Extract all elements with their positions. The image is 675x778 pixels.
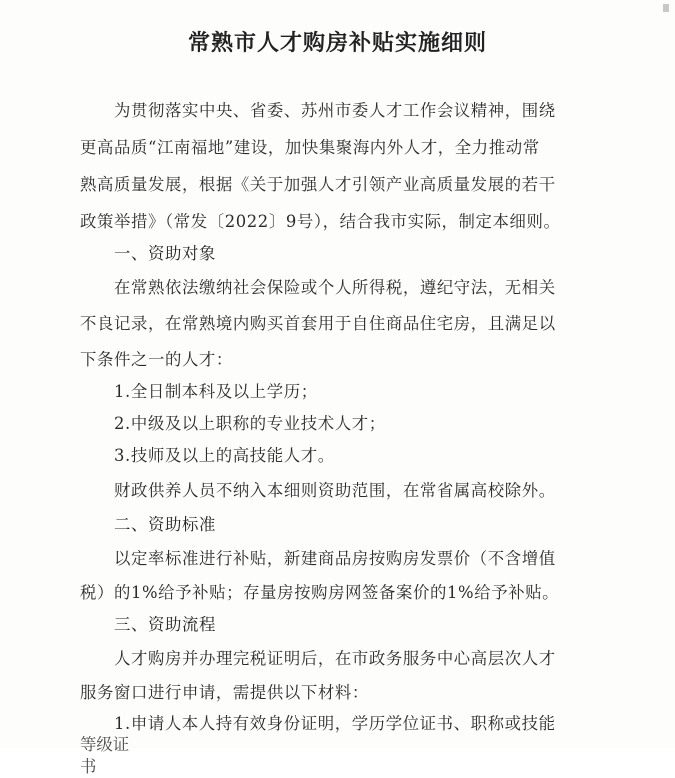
scan-corner-mark <box>663 4 669 12</box>
paragraph-line: 更高品质“江南福地”建设，加快集聚海内外人才，全力推动常 <box>80 138 540 157</box>
paragraph-line: 服务窗口进行申请，需提供以下材料： <box>80 683 369 702</box>
list-item: 1.全日制本科及以上学历； <box>114 382 318 401</box>
paragraph-line: 在常熟依法缴纳社会保险或个人所得税，遵纪守法，无相关 <box>114 278 556 297</box>
paragraph-line: 人才购房并办理完税证明后，在市政务服务中心高层次人才 <box>114 649 556 668</box>
paragraph-line: 熟高质量发展，根据《关于加强人才引领产业高质量发展的若干 <box>80 175 556 194</box>
paragraph-line: 税）的1%给予补贴；存量房按购房网签备案价的1%给予补贴。 <box>80 583 560 602</box>
cut-off-line: 等级证书 <box>80 735 130 776</box>
paragraph-line: 下条件之一的人才： <box>80 350 233 369</box>
list-item: 2.中级及以上职称的专业技术人才； <box>114 414 386 433</box>
document-title: 常熟市人才购房补贴实施细则 <box>187 31 487 56</box>
section-heading: 三、资助流程 <box>114 615 216 634</box>
paragraph-line: 财政供养人员不纳入本细则资助范围，在常省属高校除外。 <box>114 481 556 500</box>
section-heading: 二、资助标准 <box>114 515 216 534</box>
paragraph-line: 为贯彻落实中央、省委、苏州市委人才工作会议精神，围绕 <box>114 101 556 120</box>
paragraph-line: 不良记录，在常熟境内购买首套用于自住商品住宅房，且满足以 <box>80 314 556 333</box>
paragraph-line: 政策举措》（常发〔2022〕9号），结合我市实际，制定本细则。 <box>80 212 561 231</box>
list-item: 3.技师及以上的高技能人才。 <box>114 446 335 465</box>
paragraph-line: 以定率标准进行补贴，新建商品房按购房发票价（不含增值 <box>114 549 556 568</box>
list-item: 1.申请人本人持有效身份证明，学历学位证书、职称或技能 <box>114 714 556 733</box>
section-heading: 一、资助对象 <box>114 244 216 263</box>
